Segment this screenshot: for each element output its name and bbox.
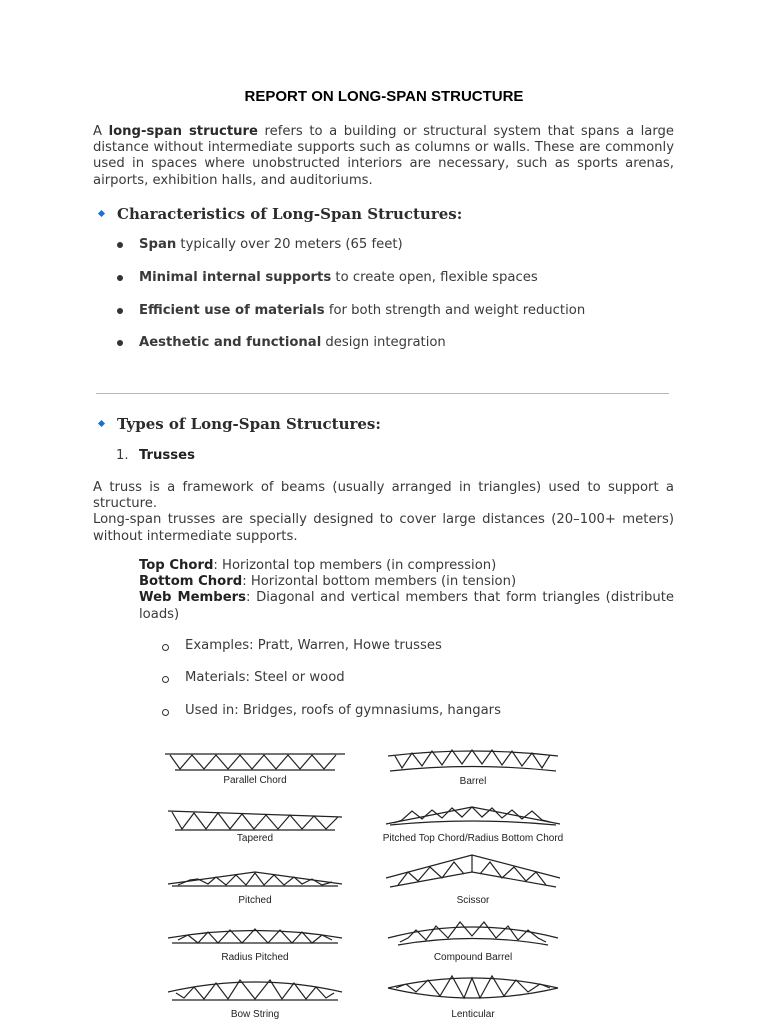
list-item: Efficient use of materials for both strength and weight reduction bbox=[139, 303, 586, 318]
list-item: Examples: Pratt, Warren, Howe trusses bbox=[185, 638, 442, 653]
parallel-chord-truss-icon bbox=[165, 754, 345, 770]
horizontal-divider bbox=[96, 393, 669, 394]
truss-paragraph: A truss is a framework of beams (usually arranged in triangles) used to support a structure. Long-span trusses are specially designed to cover large distances (20–100+ meters) without intermediate supports. bbox=[93, 480, 674, 544]
definition-top-chord: Top Chord: Horizontal top members (in compression) bbox=[139, 558, 497, 573]
compound-barrel-truss-icon bbox=[388, 922, 558, 945]
figure-caption: Radius Pitched bbox=[221, 952, 289, 963]
trusses-label: Trusses bbox=[139, 448, 195, 463]
scissor-truss-icon bbox=[386, 855, 560, 887]
list-item: Used in: Bridges, roofs of gymnasiums, hangars bbox=[185, 703, 501, 718]
figure-caption: Compound Barrel bbox=[433, 952, 513, 963]
list-item: Materials: Steel or wood bbox=[185, 670, 345, 685]
figure-caption: Parallel Chord bbox=[223, 775, 287, 786]
lenticular-truss-icon bbox=[388, 976, 558, 998]
diamond-bullet-icon bbox=[98, 210, 105, 217]
page-title: REPORT ON LONG-SPAN STRUCTURE bbox=[244, 88, 524, 105]
list-item: Minimal internal supports to create open, flexible spaces bbox=[139, 270, 538, 285]
truss-definitions bbox=[139, 558, 674, 623]
intro-paragraph: A long-span structure refers to a building or structural system that spans a large distance without intermediate supports such as columns or walls. These are commonly used in spaces where unobstructed interiors are necessary, such as sports arenas, airports, exhibition halls, and auditoriums. bbox=[93, 124, 675, 188]
tapered-truss-icon bbox=[168, 811, 342, 830]
radius-pitched-truss-icon bbox=[168, 929, 342, 943]
diamond-bullet-icon bbox=[98, 420, 105, 427]
bullet-icon bbox=[117, 275, 123, 281]
list-item: Span typically over 20 meters (65 feet) bbox=[139, 237, 403, 252]
definition-web-members: Web Members: Diagonal and vertical members that form triangles (distribute loads) bbox=[139, 590, 674, 622]
circle-bullet-icon bbox=[162, 676, 169, 683]
figure-caption: Lenticular bbox=[451, 1009, 495, 1020]
bullet-icon bbox=[117, 242, 123, 248]
figure-caption: Barrel bbox=[459, 776, 487, 787]
barrel-truss-icon bbox=[388, 750, 558, 771]
bow-string-truss-icon bbox=[168, 980, 342, 1000]
figure-caption: Bow String bbox=[230, 1009, 280, 1020]
characteristics-heading: Characteristics of Long-Span Structures: bbox=[117, 205, 463, 223]
figure-caption: Pitched bbox=[238, 895, 272, 906]
bullet-icon bbox=[117, 308, 123, 314]
figure-caption: Tapered bbox=[236, 833, 274, 844]
types-heading: Types of Long-Span Structures: bbox=[117, 415, 381, 433]
bullet-icon bbox=[117, 340, 123, 346]
circle-bullet-icon bbox=[162, 709, 169, 716]
circle-bullet-icon bbox=[162, 644, 169, 651]
numbered-item-marker: 1. bbox=[116, 448, 129, 463]
definition-bottom-chord: Bottom Chord: Horizontal bottom members (in tension) bbox=[139, 574, 517, 590]
figure-caption: Scissor bbox=[456, 895, 490, 906]
pitched-top-radius-bottom-truss-icon bbox=[386, 807, 560, 825]
list-item: Aesthetic and functional design integration bbox=[139, 335, 446, 350]
pitched-truss-icon bbox=[168, 872, 342, 886]
figure-caption: Pitched Top Chord/Radius Bottom Chord bbox=[382, 833, 564, 844]
